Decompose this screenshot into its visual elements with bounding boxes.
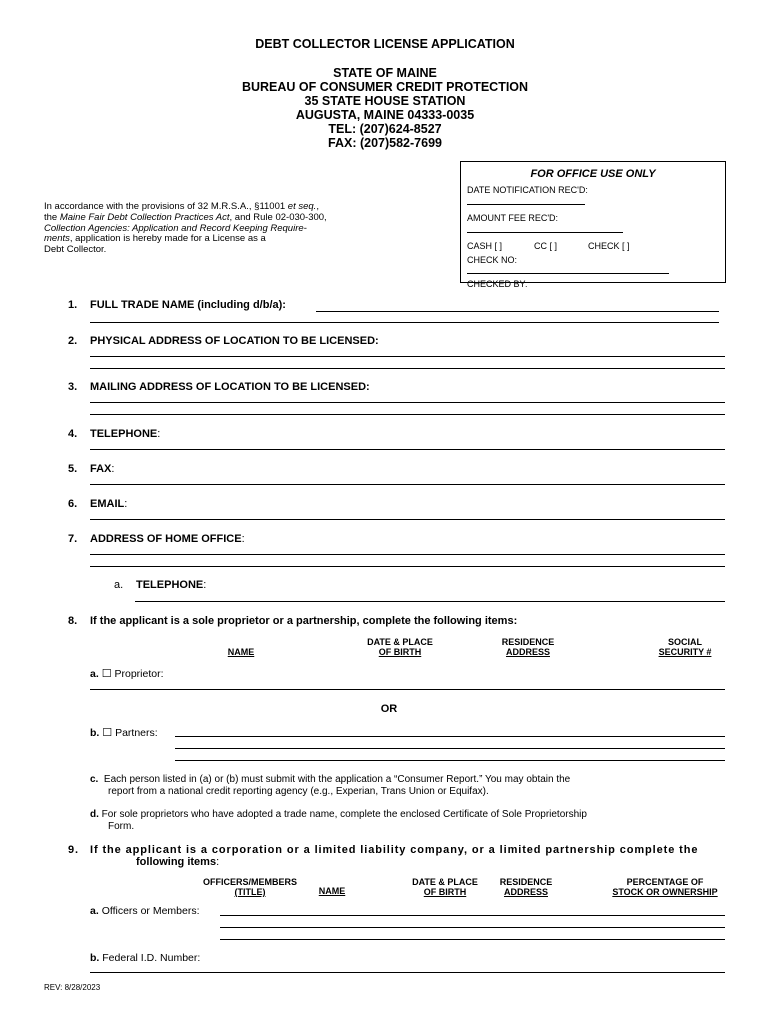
col-dob-header xyxy=(350,637,450,657)
note-text: For sole proprietors who have adopted a trade name, complete the enclosed Certificate of Sole Proprietorship xyxy=(101,809,587,820)
col-res-line1: RESIDENCE xyxy=(501,637,555,647)
row-label: a. xyxy=(90,668,99,680)
physical-address-field[interactable] xyxy=(90,356,725,357)
item-text: FAX xyxy=(90,463,112,475)
note-label: d. xyxy=(90,809,99,820)
amount-fee-line[interactable] xyxy=(467,232,623,233)
revision-date: REV: 8/28/2023 xyxy=(44,983,101,992)
item-text: TELEPHONE xyxy=(136,579,204,591)
cash-checkbox[interactable]: CASH [ ] xyxy=(467,241,503,251)
note-c xyxy=(90,774,730,797)
partners-field[interactable] xyxy=(175,736,725,737)
item-number: 1. xyxy=(68,299,78,311)
col-name-header: NAME xyxy=(318,886,346,896)
note-text: Form. xyxy=(108,820,135,832)
col-dob-line2: OF BIRTH xyxy=(423,887,467,897)
col-residence-header xyxy=(478,637,578,657)
fax-field[interactable] xyxy=(90,484,725,485)
mailing-address-field[interactable] xyxy=(90,402,725,403)
intro-paragraph xyxy=(44,202,389,256)
item-7a-label xyxy=(114,579,206,591)
note-label: c. xyxy=(90,774,99,785)
item-number: 8. xyxy=(68,615,78,627)
home-office-address-field-2[interactable] xyxy=(90,566,725,567)
checked-by-label: CHECKED BY: xyxy=(467,279,528,289)
intro-italic: ments xyxy=(44,233,70,245)
proprietor-row xyxy=(90,667,164,680)
item-colon: : xyxy=(203,579,207,591)
item-number: 3. xyxy=(68,381,78,393)
officers-row xyxy=(90,905,200,917)
email-field[interactable] xyxy=(90,519,725,520)
item-number: 7. xyxy=(68,533,78,545)
header-bureau: BUREAU OF CONSUMER CREDIT PROTECTION xyxy=(241,80,529,94)
col-name-header: NAME xyxy=(227,647,255,657)
item-8-label xyxy=(68,615,517,627)
proprietor-checkbox[interactable]: ☐ xyxy=(101,668,112,680)
item-number: 2. xyxy=(68,335,78,347)
trade-name-field-2[interactable] xyxy=(90,322,719,323)
item-colon: : xyxy=(157,428,161,440)
col-ssn-header xyxy=(640,637,730,657)
office-use-box xyxy=(460,161,726,289)
mailing-address-field-2[interactable] xyxy=(90,414,725,415)
partners-label: Partners: xyxy=(115,727,158,739)
col-pct-line2: STOCK OR OWNERSHIP xyxy=(612,887,718,897)
header-state: STATE OF MAINE xyxy=(333,66,437,80)
partners-field-3[interactable] xyxy=(175,760,725,761)
item-3-label xyxy=(68,381,370,393)
col-off-line1: OFFICERS/MEMBERS xyxy=(202,877,297,887)
item-6-label xyxy=(68,498,127,510)
row-label: b. xyxy=(90,952,100,964)
item-number: 6. xyxy=(68,498,78,510)
item-colon: : xyxy=(124,498,128,510)
intro-italic: Maine Fair Debt Collection Practices Act xyxy=(59,211,230,223)
item-colon: : xyxy=(241,533,245,545)
item-text: MAILING ADDRESS OF LOCATION TO BE LICENSED: xyxy=(90,381,370,393)
col-dob-line2: OF BIRTH xyxy=(378,647,422,657)
header-city: AUGUSTA, MAINE 04333-0035 xyxy=(295,108,475,122)
date-notification-label: DATE NOTIFICATION REC'D: xyxy=(467,185,588,195)
item-colon: : xyxy=(216,856,220,868)
intro-text: the xyxy=(44,211,60,223)
header-fax: FAX: (207)582-7699 xyxy=(328,136,442,150)
item-text: ADDRESS OF HOME OFFICE xyxy=(90,533,242,545)
col-ssn-line1: SOCIAL xyxy=(667,637,702,647)
col-percentage-header xyxy=(600,877,730,897)
col-dob-line1: DATE & PLACE xyxy=(367,637,433,647)
col-residence-header xyxy=(476,877,576,897)
item-2-label xyxy=(68,335,379,347)
item-text: following items xyxy=(136,856,217,868)
federal-id-label: Federal I.D. Number: xyxy=(102,952,201,964)
date-notification-line[interactable] xyxy=(467,204,585,205)
home-office-address-field[interactable] xyxy=(90,554,725,555)
form-title: DEBT COLLECTOR LICENSE APPLICATION xyxy=(255,37,515,51)
item-9-label xyxy=(68,844,698,856)
col-officers-header xyxy=(190,877,310,897)
item-9-label-cont xyxy=(136,856,219,868)
header-street: 35 STATE HOUSE STATION xyxy=(304,94,466,108)
cc-checkbox[interactable]: CC [ ] xyxy=(534,241,558,251)
item-text: TELEPHONE xyxy=(90,428,158,440)
officers-label: Officers or Members: xyxy=(101,905,200,917)
item-text: EMAIL xyxy=(90,498,125,510)
item-number: 9. xyxy=(68,844,79,856)
note-text: Each person listed in (a) or (b) must submit with the application a “Consumer Report.” You may obtain the xyxy=(103,774,571,785)
partners-row xyxy=(90,726,158,739)
item-text: PHYSICAL ADDRESS OF LOCATION TO BE LICENSED: xyxy=(90,335,379,347)
item-number: a. xyxy=(114,579,124,591)
item-4-label xyxy=(68,428,160,440)
item-number: 5. xyxy=(68,463,78,475)
item-text: If the applicant is a sole proprietor or a partnership, complete the following items: xyxy=(90,615,518,627)
federal-id-row xyxy=(90,952,200,964)
note-d xyxy=(90,809,730,832)
item-text: If the applicant is a corporation or a limited liability company, or a limited partnership complete the xyxy=(90,844,699,856)
federal-id-field[interactable] xyxy=(90,972,725,973)
physical-address-field-2[interactable] xyxy=(90,368,725,369)
row-label: a. xyxy=(90,905,99,917)
col-dob-line1: DATE & PLACE xyxy=(412,877,478,887)
intro-text: , and Rule 02-030-300, xyxy=(229,211,327,223)
note-text: report from a national credit reporting agency (e.g., Experian, Trans Union or Equifax). xyxy=(108,785,489,797)
proprietor-label: Proprietor: xyxy=(114,668,164,680)
item-colon: : xyxy=(111,463,115,475)
col-res-line1: RESIDENCE xyxy=(499,877,553,887)
check-no-label: CHECK NO: xyxy=(467,255,518,265)
check-no-line[interactable] xyxy=(467,273,669,274)
or-divider: OR xyxy=(380,703,398,715)
proprietor-field[interactable] xyxy=(90,689,725,690)
item-5-label xyxy=(68,463,114,475)
col-res-line2: ADDRESS xyxy=(503,887,548,897)
item-text: FULL TRADE NAME (including d/b/a): xyxy=(90,299,286,311)
officers-field-3[interactable] xyxy=(220,939,725,940)
item-1-label xyxy=(68,299,286,311)
item-7-label xyxy=(68,533,245,545)
intro-text: In accordance with the provisions of 32 M.R.S.A., §11001 xyxy=(44,201,288,212)
telephone-field[interactable] xyxy=(90,449,725,450)
col-off-line2: (TITLE) xyxy=(234,887,266,897)
partners-field-2[interactable] xyxy=(175,748,725,749)
officers-field-2[interactable] xyxy=(220,927,725,928)
item-number: 4. xyxy=(68,428,78,440)
intro-text: , application is hereby made for a License as a xyxy=(69,233,266,245)
intro-text: , xyxy=(316,201,319,212)
home-office-telephone-field[interactable] xyxy=(135,601,725,602)
partners-checkbox[interactable]: ☐ xyxy=(102,727,113,739)
check-checkbox[interactable]: CHECK [ ] xyxy=(588,241,630,251)
header-tel: TEL: (207)624-8527 xyxy=(328,122,442,136)
trade-name-field[interactable] xyxy=(316,311,719,312)
intro-italic: Collection Agencies: Application and Record Keeping Require- xyxy=(44,222,307,234)
officers-field[interactable] xyxy=(220,915,725,916)
col-res-line2: ADDRESS xyxy=(505,647,550,657)
office-use-title: FOR OFFICE USE ONLY xyxy=(530,168,656,180)
row-label: b. xyxy=(90,727,100,739)
intro-italic: et seq. xyxy=(287,201,317,212)
intro-text: Debt Collector. xyxy=(44,244,107,256)
col-pct-line1: PERCENTAGE OF xyxy=(626,877,704,887)
amount-fee-label: AMOUNT FEE REC'D: xyxy=(467,213,559,223)
col-ssn-line2: SECURITY # xyxy=(658,647,712,657)
